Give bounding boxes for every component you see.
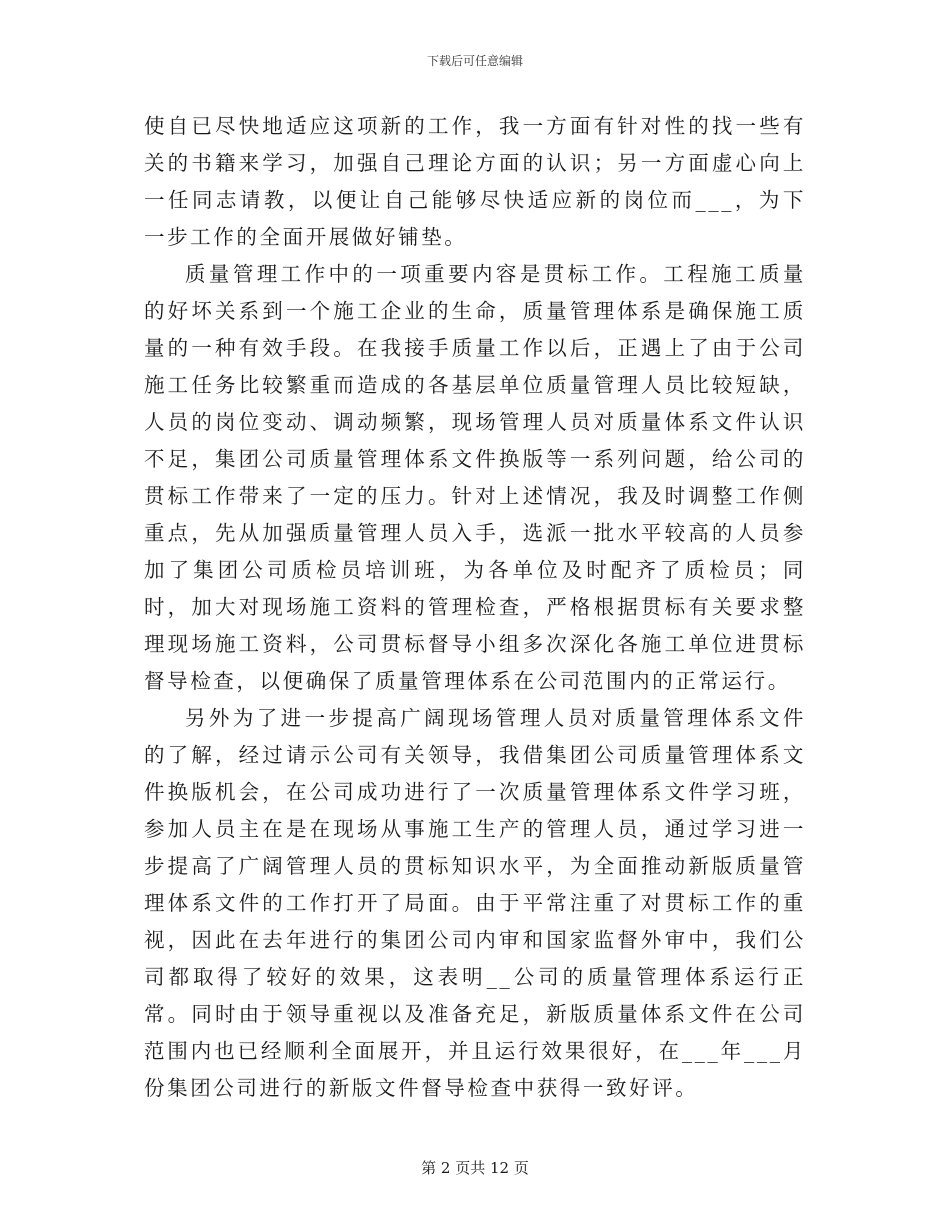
paragraph-training: 另外为了进一步提高广阔现场管理人员对质量管理体系文件的了解，经过请示公司有关领导，我借集团公司质量管理体系文件换版机会，在公司成功进行了一次质量管理体系文件学习班，参加人员主在是在现场从事施工生产的管理人员，通过学习进一步提高了广阔管理人员的贯标知识水平，为全面推动新版质量管理体系文件的工作打开了局面。由于平常注重了对贯标工作的重视，因此在去年进行的集团公司内审和国家监督外审中，我们公司都取得了较好的效果，这表明__公司的质量管理体系运行正常。同时由于领导重视以及准备充足，新版质量体系文件在公司范围内也已经顺利全面展开，并且运行效果很好，在___年___月份集团公司进行的新版文件督导检查中获得一致好评。	[144, 706, 806, 1100]
paragraph-quality-management: 质量管理工作中的一项重要内容是贯标工作。工程施工质量的好坏关系到一个施工企业的生命，质量管理体系是确保施工质量的一种有效手段。在我接手质量工作以后，正遇上了由于公司施工任务比较繁重而造成的各基层单位质量管理人员比较短缺，人员的岗位变动、调动频繁，现场管理人员对质量体系文件认识不足，集团公司质量管理体系文件换版等一系列问题，给公司的贯标工作带来了一定的压力。针对上述情况，我及时调整工作侧重点，先从加强质量管理人员入手，选派一批水平较高的人员参加了集团公司质检员培训班，为各单位及时配齐了质检员；同时，加大对现场施工资料的管理检查，严格根据贯标有关要求整理现场施工资料，公司贯标督导小组多次深化各施工单位进贯标督导检查，以便确保了质量管理体系在公司范围内的正常运行。	[144, 262, 806, 693]
paragraph-continuation: 使自已尽快地适应这项新的工作，我一方面有针对性的找一些有关的书籍来学习，加强自己理论方面的认识；另一方面虚心向上一任同志请教，以便让自己能够尽快适应新的岗位而___，为下一步工作的全面开展做好铺垫。	[144, 114, 806, 249]
page-number: 第 2 页共 12 页	[421, 1159, 529, 1177]
page-header: 下载后可任意编辑	[426, 54, 523, 68]
document-body	[144, 108, 806, 1107]
